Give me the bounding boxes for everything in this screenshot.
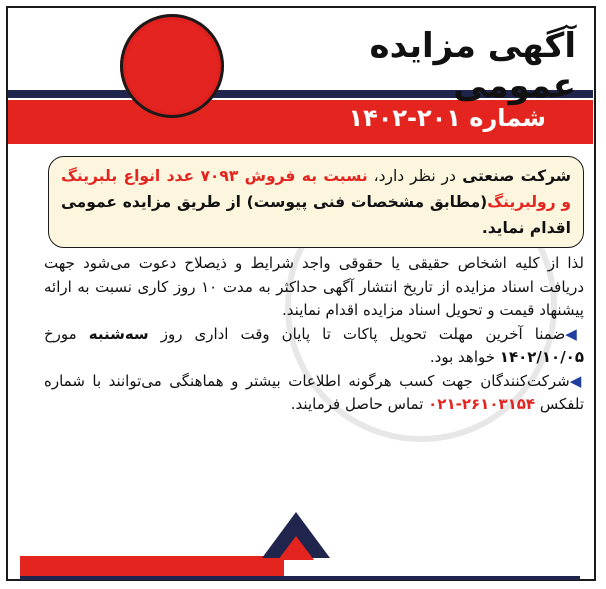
footer-navy-stripe [20, 576, 580, 580]
arrow-bullet-icon: ◀ [565, 324, 584, 343]
notice-subject: نسبت به فروش ۷۰۹۳ عدد انواع بلبرینگ و رولبرینگ [61, 167, 571, 211]
notice-number: شماره ۲۰۱-۱۴۰۲ [348, 104, 546, 132]
notice-body [44, 252, 584, 417]
body-paragraph-contact: ◀شرکت‌کنندگان جهت کسب هرگونه اطلاعات بیشتر و هماهنگی می‌توانند با شماره تلفکس ۰۲۱-۲۶۱۰۳۱۵۴ تماس حاصل فرمایند. [44, 371, 584, 413]
body-paragraph-invitation: لذا از کلیه اشخاص حقیقی یا حقوقی واجد شرایط و ذیصلاح دعوت می‌شود جهت دریافت اسناد مزایده از تاریخ انتشار آگهی حداکثر به مدت ۱۰ روز کاری نسبت به ارائه پیشنهاد قیمت و تحویل اسناد مزایده اقدام نمایند. [44, 254, 584, 319]
footer-triangle-inner [278, 536, 314, 560]
body-paragraph-deadline: ◀ضمنا آخرین مهلت تحویل پاکات تا پایان وقت اداری روز سه‌شنبه مورخ ۱۴۰۲/۱۰/۰۵ خواهد بود. [44, 324, 584, 366]
notice-method: (مطابق مشخصات فنی پیوست) از طریق مزایده عمومی اقدام نماید. [61, 193, 571, 237]
page-title: آگهی مزایده عمومی [369, 26, 576, 106]
contact-phone: ۰۲۱-۲۶۱۰۳۱۵۴ [428, 395, 536, 413]
notice-intent: در نظر دارد، [367, 167, 456, 185]
notice-company: شرکت صنعتی [455, 167, 571, 185]
red-circle-inner [126, 20, 218, 112]
footer-red-band [20, 556, 284, 576]
deadline-date: ۱۴۰۲/۱۰/۰۵ [499, 348, 584, 366]
deadline-day: سه‌شنبه [88, 324, 149, 343]
arrow-bullet-icon: ◀ [569, 371, 584, 390]
notice-summary-box [48, 156, 584, 248]
